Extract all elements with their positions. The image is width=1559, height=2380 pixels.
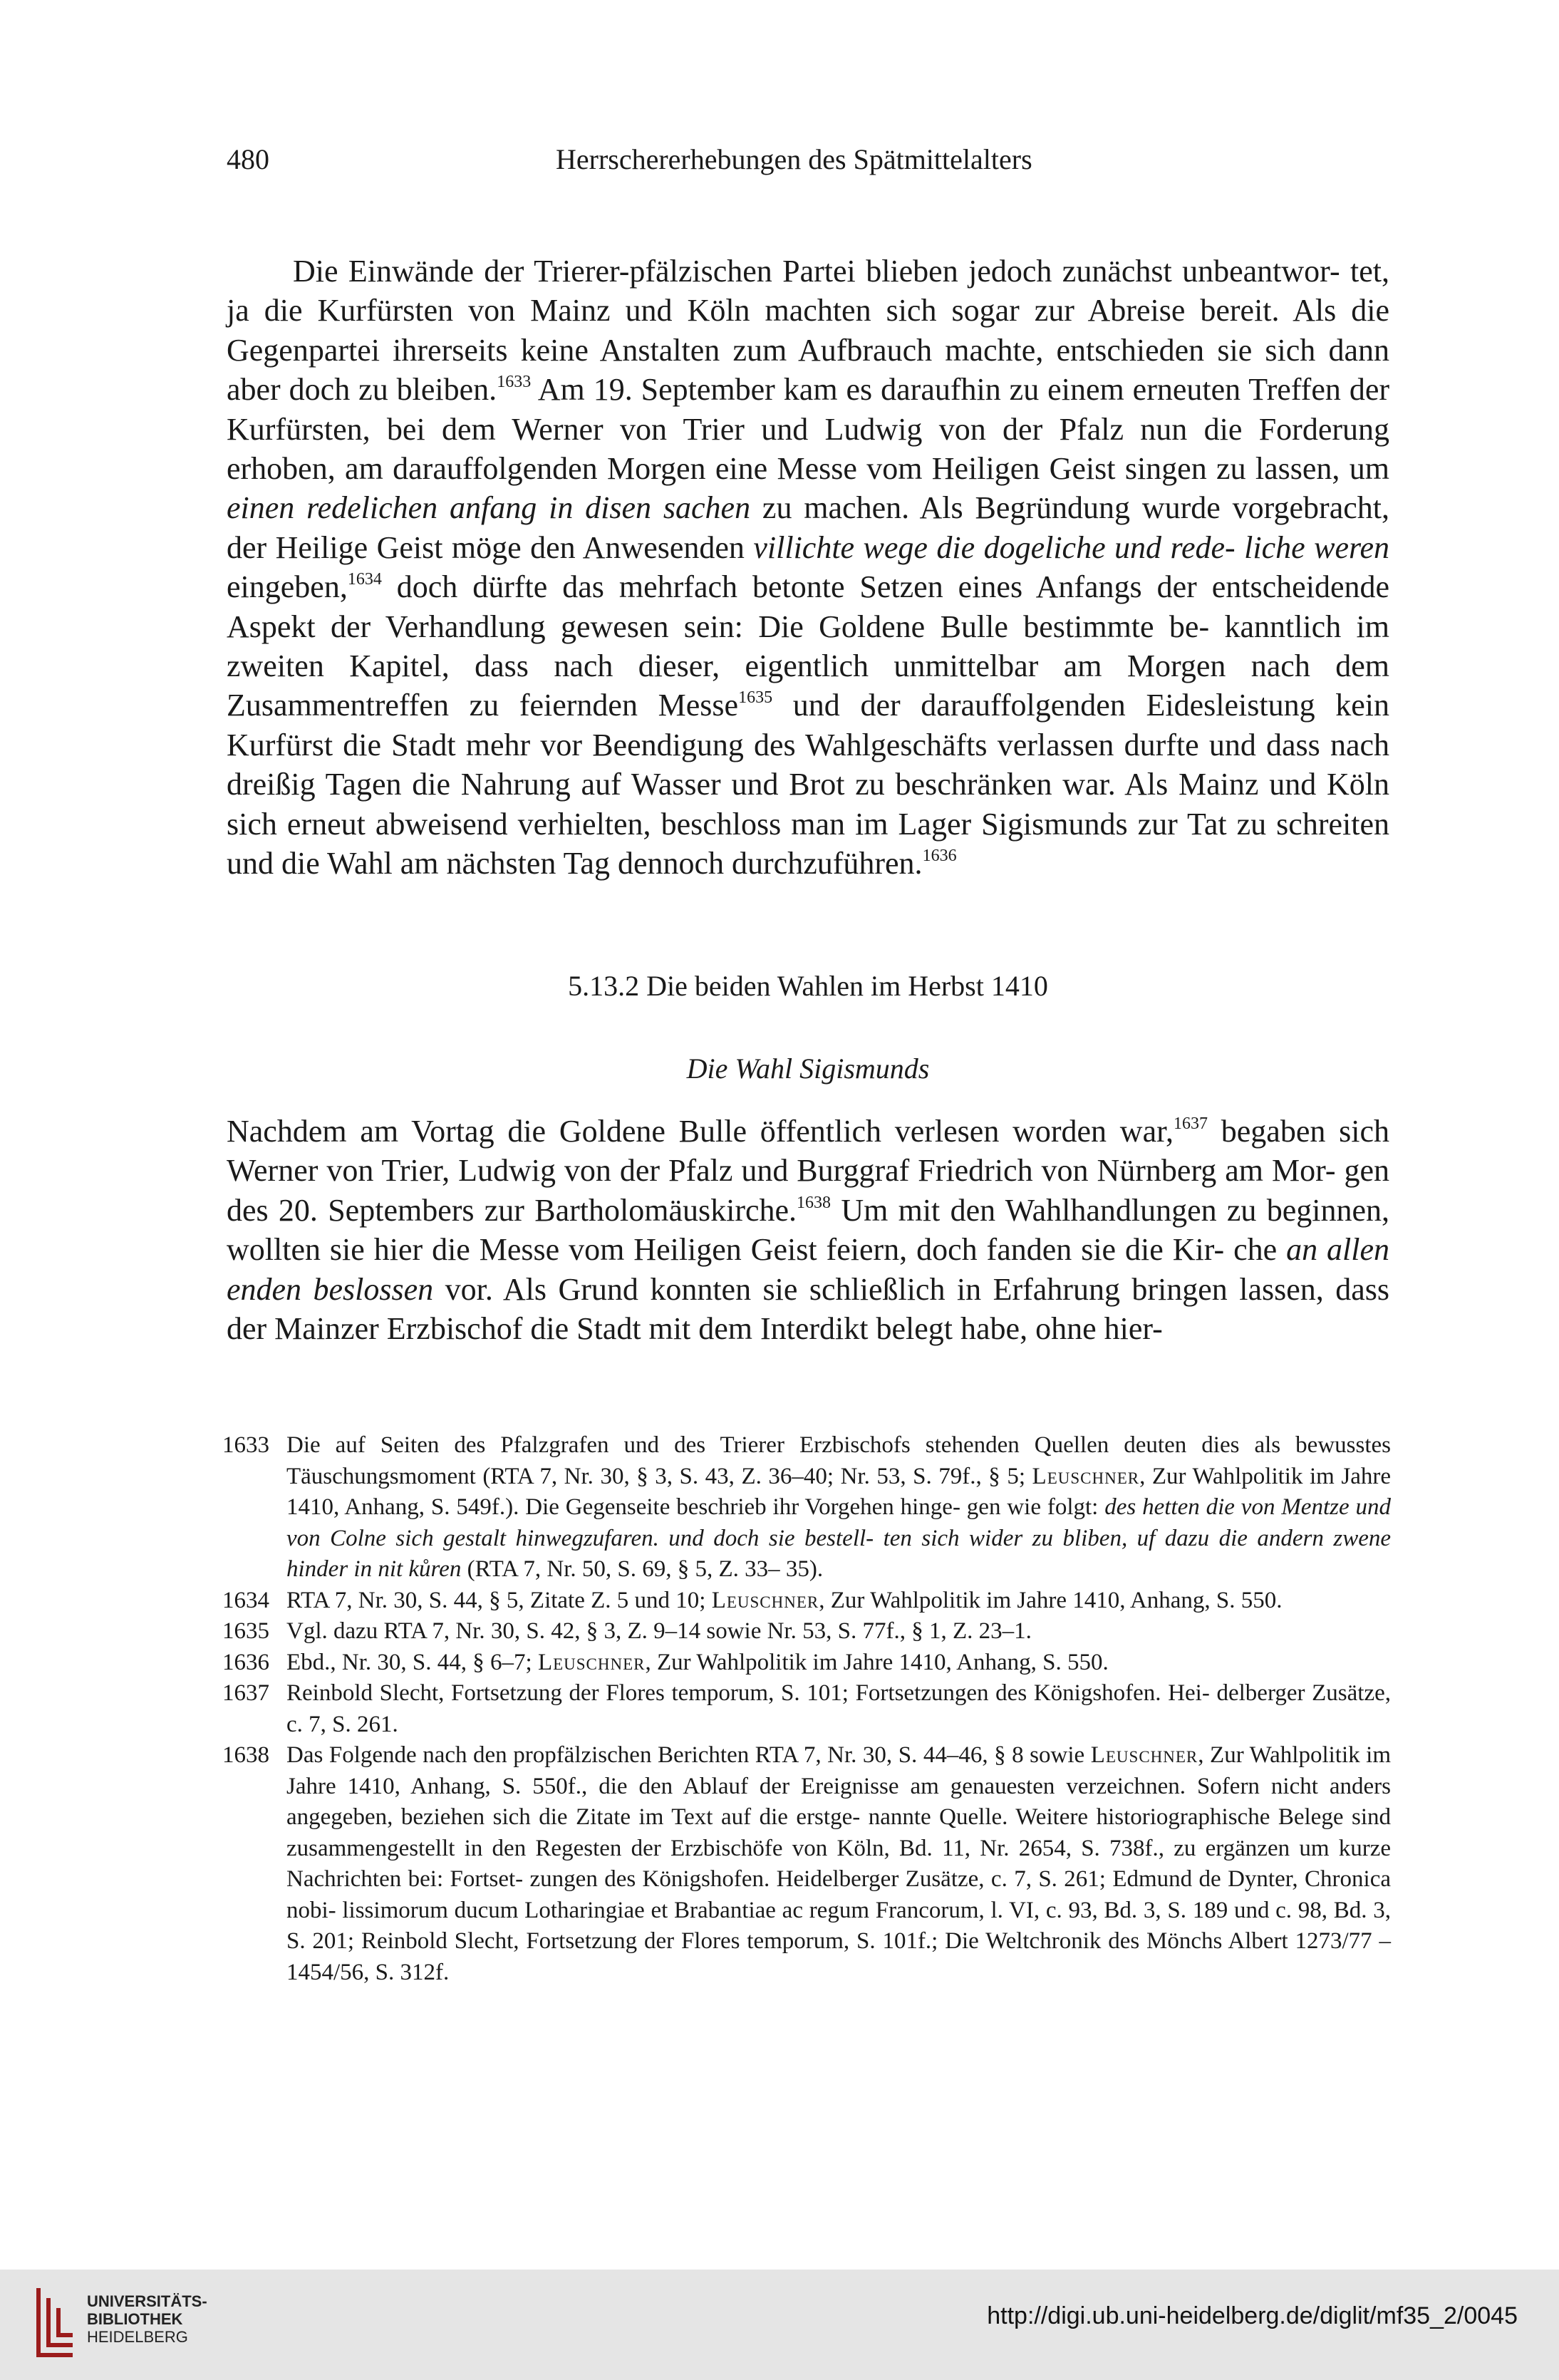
heidelberg-library-logo-icon xyxy=(33,2284,78,2362)
text-run: vor. Als Grund konnten sie schließlich in Erfahrung bringen lassen, dass der Mainzer Erzbischof die Stadt mit dem Interdikt belegt habe, ohne hier- xyxy=(227,1271,1389,1347)
text-run: Reinbold Slecht, Fortsetzung der Flores temporum, S. 101; Fortsetzungen des Königshofen. Hei- delberger Zusätze, c. 7, S. 261. xyxy=(286,1680,1391,1737)
text-run: RTA 7, Nr. 30, S. 44, § 5, Zitate Z. 5 und 10; xyxy=(286,1587,712,1613)
author-name: Leuschner xyxy=(711,1587,819,1613)
text-run: Die Einwände der Trierer-pfälzischen Partei blieben jedoch zunächst unbeantwor- tet, ja die Kurfürsten von Mainz und Köln machten sich sogar zur Abreise bereit. Als die Gegenpartei ihrerseits keine Anstalten zum Aufbrauch machte, entschieden sie sich dann aber doch zu bleiben. xyxy=(227,254,1389,408)
footnote-1638 xyxy=(222,1740,1391,1988)
footnote-text xyxy=(286,1678,1391,1740)
footnote-number: 1634 xyxy=(222,1587,269,1613)
quoted-source-text: des hetten die von Mentze und von Colne sich gestalt hinwegzufaren. und doch sie bestell- ten sich wider zu bliben, uf dazu die andern zwene hinder in nit kůren xyxy=(286,1494,1391,1582)
quoted-source-text: an allen enden beslossen xyxy=(227,1232,1389,1307)
logo-stroke-inner xyxy=(58,2308,73,2335)
subsection-heading: Die Wahl Sigismunds xyxy=(686,1052,930,1085)
text-run: Um mit den Wahlhandlungen zu beginnen, wollten sie hier die Messe vom Heiligen Geist feiern, doch fanden sie die Kir- che xyxy=(227,1192,1389,1268)
footnote-ref-1633[interactable]: 1633 xyxy=(497,373,532,392)
footnote-1636 xyxy=(222,1647,1391,1679)
text-run: Nachdem am Vortag die Goldene Bulle öffentlich verlesen worden war, xyxy=(227,1114,1174,1149)
text-run: , Zur Wahlpolitik im Jahre 1410, Anhang, S. 550. xyxy=(819,1587,1283,1613)
text-run: , Zur Wahlpolitik im Jahre 1410, Anhang, S. 549f.). Die Gegenseite beschrieb ihr Vorgehen hinge- gen wie folgt: xyxy=(286,1463,1391,1520)
author-name: Leuschner xyxy=(1090,1742,1198,1768)
text-run: , Zur Wahlpolitik im Jahre 1410, Anhang, S. 550f., die den Ablauf der Ereignisse am genauesten verzeichnen. Sofern nicht anders angegeben, beziehen sich die Zitate im Text auf die erstge- nannte Quelle. Weitere historiographische Belege sind zusammengestellt in den Regesten der Erzbischöfe von Köln, Bd. 11, Nr. 2654, S. 738f., zu ergänzen um kurze Nachrichten bei: Fortset- zungen des Königshofen. Heidelberger Zusätze, c. 7, S. 261; Edmund de Dynter, Chronica nobi- lissimorum ducum Lotharingiae et Brabantiae ac regum Francorum, l. VI, c. 93, Bd. 3, S. 189 und c. 98, Bd. 3, S. 201; Reinbold Slecht, Fortsetzung der Flores temporum, S. 101f.; Die Weltchronik des Mönchs Albert 1273/77 – 1454/56, S. 312f. xyxy=(286,1742,1392,1985)
quoted-source-text: einen redelichen anfang in disen sachen xyxy=(227,490,751,526)
text-run: Die auf Seiten des Pfalzgrafen und des Trierer Erzbischofs stehenden Quellen deuten dies als bewusstes Täuschungsmoment (RTA 7, Nr. 30, § 3, S. 43, Z. 36–40; Nr. 53, S. 79f., § 5; xyxy=(286,1432,1391,1489)
page-header xyxy=(227,143,1331,185)
logo-strokes xyxy=(38,2288,73,2355)
library-name xyxy=(87,2292,207,2346)
footnote-text xyxy=(286,1585,1391,1617)
footnote-text xyxy=(286,1740,1391,1988)
body-paragraph-1 xyxy=(227,252,1389,884)
footnote-ref-1635[interactable]: 1635 xyxy=(738,688,773,708)
running-title: Herrschererhebungen des Spätmittelalters xyxy=(556,143,1032,175)
footnote-1635 xyxy=(222,1616,1391,1647)
library-name-line: HEIDELBERG xyxy=(87,2328,188,2346)
author-name: Leuschner xyxy=(1032,1463,1140,1489)
section-heading: 5.13.2 Die beiden Wahlen im Herbst 1410 xyxy=(568,970,1048,1002)
footnote-1633 xyxy=(222,1430,1391,1585)
footnote-number: 1635 xyxy=(222,1618,269,1644)
footnote-1634 xyxy=(222,1585,1391,1617)
text-run: doch dürfte das mehrfach betonte Setzen eines Anfangs der entscheidende Aspekt der Verhandlung gewesen sein: Die Goldene Bulle bestimmte be- kanntlich im zweiten Kapitel, dass nach dieser, eigentlich unmittelbar am Morgen nach dem Zusammentreffen zu feiernden Messe xyxy=(227,569,1389,723)
text-run: (RTA 7, Nr. 50, S. 69, § 5, Z. 33– 35). xyxy=(461,1556,824,1582)
author-name: Leuschner xyxy=(537,1649,646,1675)
footnotes xyxy=(222,1430,1391,1988)
text-run: , Zur Wahlpolitik im Jahre 1410, Anhang, S. 550. xyxy=(645,1649,1109,1675)
text-run: Am 19. September kam es daraufhin zu einem erneuten Treffen der Kurfürsten, bei dem Werner von Trier und Ludwig von der Pfalz nun die Forderung erhoben, am darauffolgenden Morgen eine Messe vom Heiligen Geist singen zu lassen, um xyxy=(227,372,1389,487)
footnote-ref-1636[interactable]: 1636 xyxy=(922,847,957,866)
text-run: Ebd., Nr. 30, S. 44, § 6–7; xyxy=(286,1649,538,1675)
text-run: und der darauffolgenden Eidesleistung kein Kurfürst die Stadt mehr vor Beendigung des Wahlgeschäfts verlassen durfte und dass nach dreißig Tagen die Nahrung auf Wasser und Brot zu beschränken war. Als Mainz und Köln sich erneut abweisend verhielten, beschloss man im Lager Sigismunds zur Tat zu schreiten und die Wahl am nächsten Tag dennoch durchzuführen. xyxy=(227,688,1389,881)
library-footer-bar xyxy=(0,2270,1559,2380)
footnote-number: 1633 xyxy=(222,1432,269,1458)
text-run: Vgl. dazu RTA 7, Nr. 30, S. 42, § 3, Z. 9–14 sowie Nr. 53, S. 77f., § 1, Z. 23–1. xyxy=(286,1618,1032,1644)
text-run: Das Folgende nach den propfälzischen Berichten RTA 7, Nr. 30, S. 44–46, § 8 sowie xyxy=(286,1742,1091,1768)
source-url-link[interactable]: http://digi.ub.uni-heidelberg.de/diglit/mf35_2/0045 xyxy=(987,2302,1518,2329)
footnote-text xyxy=(286,1430,1391,1585)
page-number: 480 xyxy=(227,143,269,175)
text-run: zu machen. Als Begründung wurde vorgebracht, der Heilige Geist möge den Anwesenden xyxy=(227,490,1389,565)
footnote-number: 1637 xyxy=(222,1680,269,1706)
body-paragraph-2 xyxy=(227,1112,1389,1348)
footnote-ref-1638[interactable]: 1638 xyxy=(797,1193,832,1212)
quoted-source-text: villichte wege die dogeliche und rede- liche weren xyxy=(753,529,1389,565)
library-name-line: UNIVERSITÄTS- xyxy=(87,2292,207,2310)
footnote-number: 1636 xyxy=(222,1649,269,1675)
footnote-text xyxy=(286,1647,1391,1679)
library-name-line: BIBLIOTHEK xyxy=(87,2310,183,2328)
footnote-ref-1637[interactable]: 1637 xyxy=(1174,1114,1208,1133)
footnote-number: 1638 xyxy=(222,1742,269,1768)
footnote-1637 xyxy=(222,1678,1391,1740)
footnote-text xyxy=(286,1616,1391,1647)
text-run: eingeben, xyxy=(227,569,348,605)
text-run: begaben sich Werner von Trier, Ludwig von der Pfalz und Burggraf Friedrich von Nürnberg am Mor- gen des 20. Septembers zur Bartholomäuskirche. xyxy=(227,1114,1389,1228)
footnote-ref-1634[interactable]: 1634 xyxy=(347,570,382,589)
